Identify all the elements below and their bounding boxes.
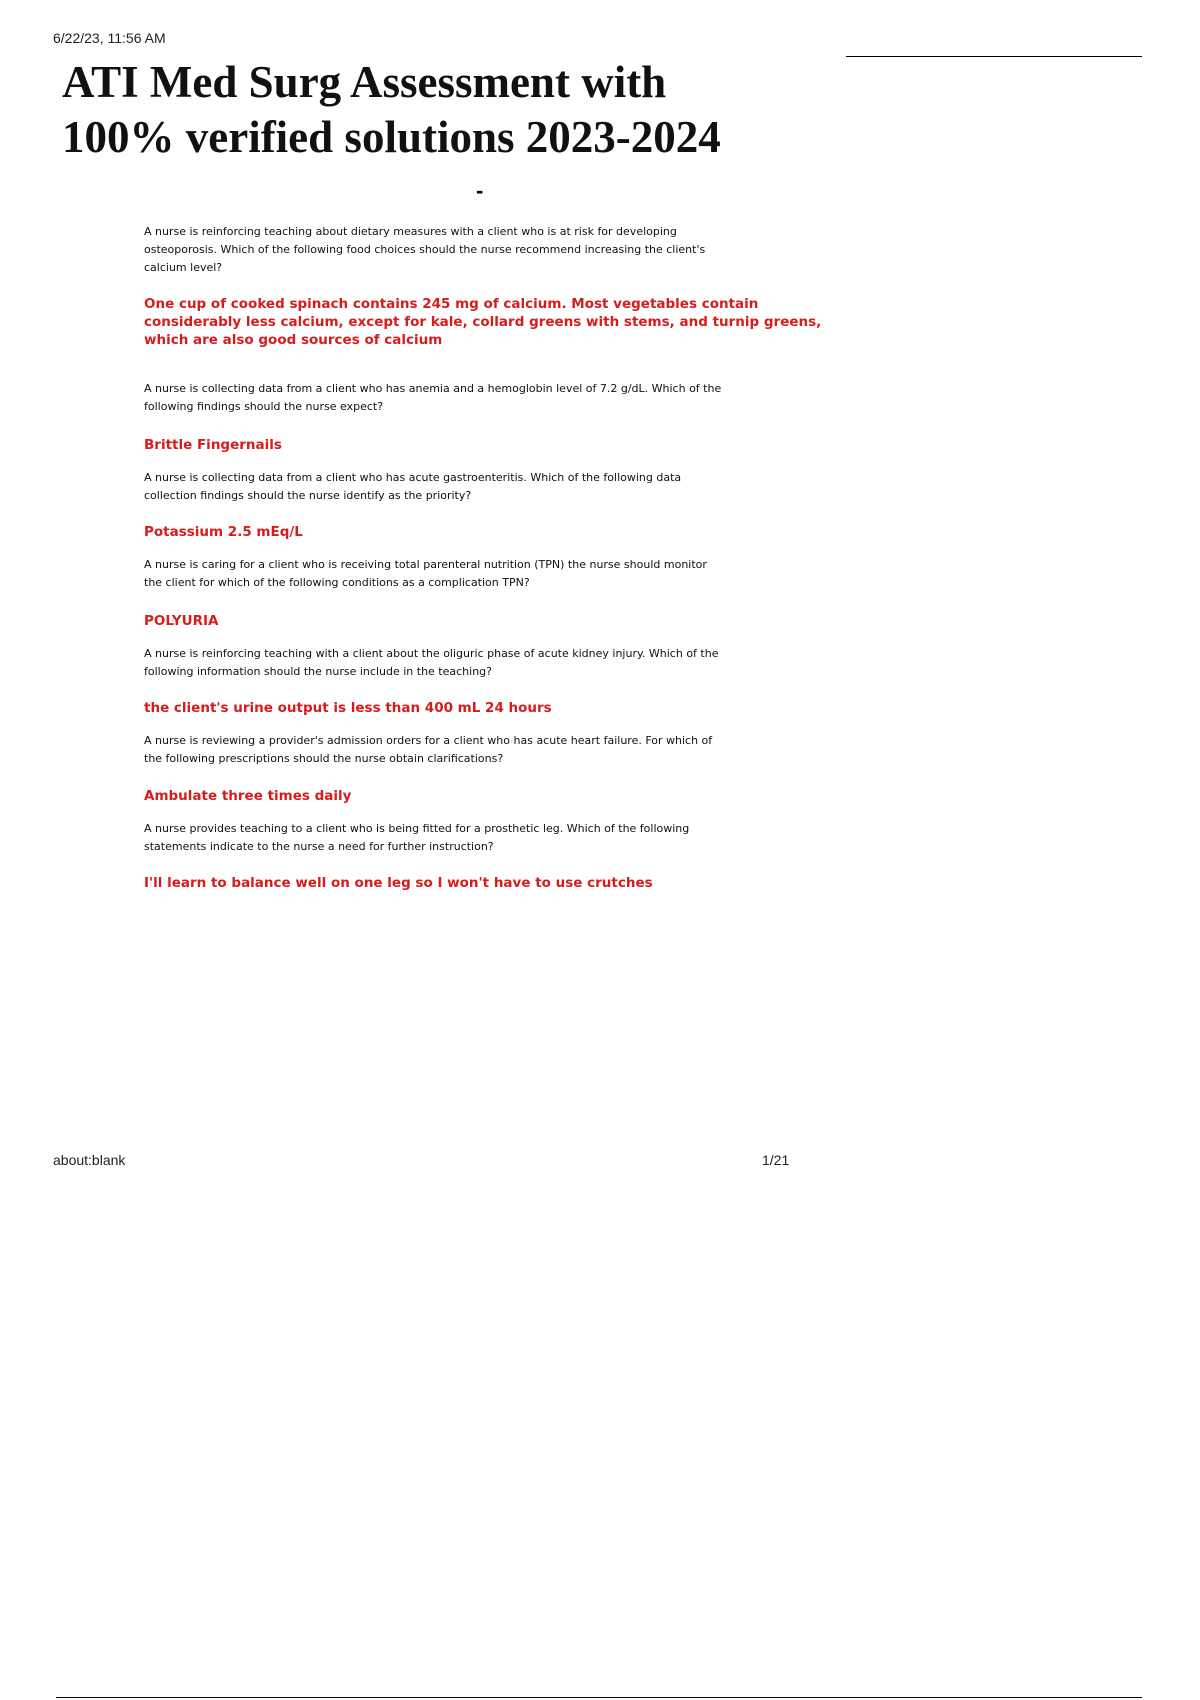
answer-text: POLYURIA: [144, 613, 219, 629]
print-timestamp: 6/22/23, 11:56 AM: [53, 30, 166, 46]
title-line-1: ATI Med Surg Assessment with: [62, 57, 667, 107]
answer-text: I'll learn to balance well on one leg so I won't have to use crutches: [144, 875, 653, 891]
title-line-2: 100% verified solutions 2023-2024: [62, 112, 721, 162]
question-text: A nurse provides teaching to a client who is being fitted for a prosthetic leg. Which of the following statements indicate to the nurse a need for further instruction?: [144, 822, 690, 853]
question-text: A nurse is reinforcing teaching with a client about the oliguric phase of acute kidney injury. Which of the following information should the nurse include in the teaching?: [144, 647, 719, 678]
question-text: A nurse is reinforcing teaching about dietary measures with a client who is at risk for developing osteoporosis. Which of the following food choices should the nurse recommend increasing the client's calcium level?: [144, 225, 706, 274]
question-text: A nurse is collecting data from a client who has acute gastroenteritis. Which of the following data collection findings should the nurse identify as the priority?: [144, 471, 682, 502]
question-text: A nurse is caring for a client who is receiving total parenteral nutrition (TPN) the nurse should monitor the client for which of the following conditions as a complication TPN?: [144, 558, 707, 589]
title-separator: -: [476, 178, 484, 203]
document-title: [62, 55, 822, 165]
header-rule: [846, 56, 1142, 57]
question-text: A nurse is reviewing a provider's admission orders for a client who has acute heart failure. For which of the following prescriptions should the nurse obtain clarifications?: [144, 734, 713, 765]
question-text: A nurse is collecting data from a client who has anemia and a hemoglobin level of 7.2 g/dL. Which of the following findings should the nurse expect?: [144, 382, 722, 413]
answer-text: Ambulate three times daily: [144, 788, 352, 804]
answer-text: Brittle Fingernails: [144, 437, 282, 453]
footer-page-number: 1/21: [762, 1152, 790, 1168]
answer-text: the client's urine output is less than 400 mL 24 hours: [144, 700, 552, 716]
footer-url: about:blank: [53, 1152, 126, 1168]
page-bottom-rule: [56, 1697, 1142, 1698]
answer-text: One cup of cooked spinach contains 245 mg of calcium. Most vegetables contain considerably less calcium, except for kale, collard greens with stems, and turnip greens, which are also good sources of calcium: [144, 296, 822, 348]
answer-text: Potassium 2.5 mEq/L: [144, 524, 303, 540]
